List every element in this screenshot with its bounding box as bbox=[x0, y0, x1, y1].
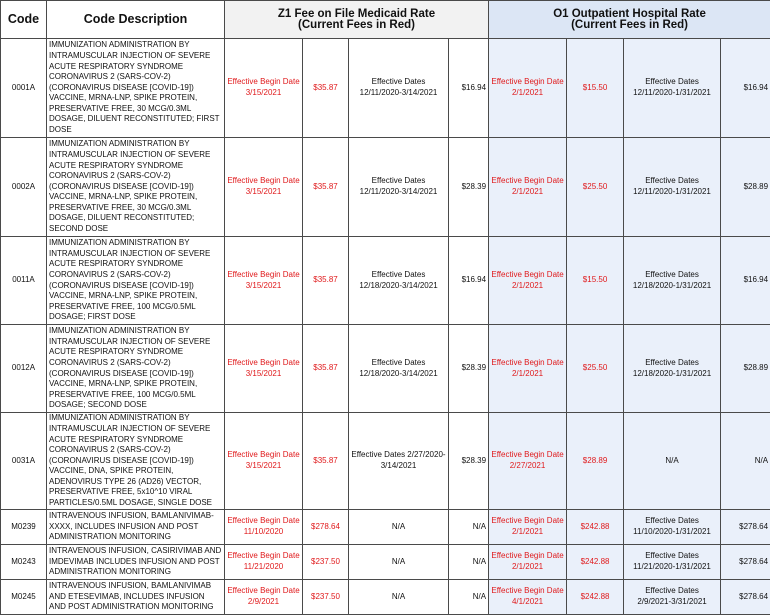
o1-prior-effective bbox=[624, 545, 721, 580]
z1-current-label: Effective Begin Date bbox=[227, 77, 300, 88]
o1-prior-effective bbox=[624, 580, 721, 615]
z1-current-fee: $278.64 bbox=[303, 510, 349, 545]
o1-current-effective bbox=[489, 545, 567, 580]
o1-current-effective bbox=[489, 39, 567, 138]
z1-current-effective bbox=[225, 138, 303, 237]
description-header: Code Description bbox=[47, 1, 225, 39]
code-description: INTRAVENOUS INFUSION, BAMLANIVIMAB-XXXX, INCLUDES INFUSION AND POST ADMINISTRATION MONITORING bbox=[47, 510, 225, 545]
z1-prior-effective bbox=[349, 138, 449, 237]
o1-prior-label: Effective Dates bbox=[626, 77, 718, 88]
o1-prior-effective bbox=[624, 237, 721, 325]
o1-prior-label: Effective Dates bbox=[626, 516, 718, 527]
procedure-code: 0031A bbox=[1, 413, 47, 510]
o1-current-label: Effective Begin Date bbox=[491, 586, 564, 597]
o1-current-date: 2/1/2021 bbox=[491, 562, 564, 573]
code-description: IMMUNIZATION ADMINISTRATION BY INTRAMUSCULAR INJECTION OF SEVERE ACUTE RESPIRATORY SYNDROME CORONAVIRUS 2 (SARS-COV-2) (CORONAVIRUS DISEASE [COVID-19]) VACCINE, MRNA-LNP, SPIKE PROTEIN, PRESERVATIVE FREE, 100 MCG/0.5ML DOSAGE; FIRST DOSE bbox=[47, 237, 225, 325]
o1-current-date: 2/27/2021 bbox=[491, 461, 564, 472]
z1-current-effective bbox=[225, 545, 303, 580]
o1-prior-fee: $16.94 bbox=[721, 237, 770, 325]
z1-current-effective bbox=[225, 510, 303, 545]
table-row bbox=[1, 580, 770, 615]
o1-current-date: 2/1/2021 bbox=[491, 88, 564, 99]
z1-current-fee: $35.87 bbox=[303, 325, 349, 413]
z1-current-fee: $237.50 bbox=[303, 545, 349, 580]
z1-prior-label: Effective Dates bbox=[351, 77, 446, 88]
z1-prior-fee: N/A bbox=[449, 545, 489, 580]
o1-prior-dates: 12/18/2020-1/31/2021 bbox=[626, 281, 718, 292]
o1-current-fee: $242.88 bbox=[567, 510, 624, 545]
z1-prior-fee: $28.39 bbox=[449, 325, 489, 413]
o1-current-fee: $25.50 bbox=[567, 138, 624, 237]
z1-prior-dates: 12/11/2020-3/14/2021 bbox=[351, 187, 446, 198]
z1-current-label: Effective Begin Date bbox=[227, 450, 300, 461]
o1-prior-effective bbox=[624, 510, 721, 545]
o1-prior-dates: 11/10/2020-1/31/2021 bbox=[626, 527, 718, 538]
z1-current-date: 3/15/2021 bbox=[227, 88, 300, 99]
o1-current-effective bbox=[489, 413, 567, 510]
code-description: INTRAVENOUS INFUSION, CASIRIVIMAB AND IMDEVIMAB INCLUDES INFUSION AND POST ADMINISTRATION MONITORING bbox=[47, 545, 225, 580]
table-row bbox=[1, 39, 770, 138]
z1-current-date: 3/15/2021 bbox=[227, 369, 300, 380]
o1-current-date: 2/1/2021 bbox=[491, 187, 564, 198]
table-row bbox=[1, 510, 770, 545]
code-header: Code bbox=[1, 1, 47, 39]
z1-current-effective bbox=[225, 413, 303, 510]
z1-current-effective bbox=[225, 39, 303, 138]
z1-prior-effective bbox=[349, 510, 449, 545]
o1-current-date: 2/1/2021 bbox=[491, 369, 564, 380]
z1-prior-dates: 12/11/2020-3/14/2021 bbox=[351, 88, 446, 99]
z1-current-date: 2/9/2021 bbox=[227, 597, 300, 608]
z1-prior-label: Effective Dates bbox=[351, 358, 446, 369]
o1-current-fee: $242.88 bbox=[567, 545, 624, 580]
o1-current-effective bbox=[489, 325, 567, 413]
z1-current-effective bbox=[225, 580, 303, 615]
z1-prior-fee: $16.94 bbox=[449, 237, 489, 325]
o1-current-fee: $242.88 bbox=[567, 580, 624, 615]
z1-current-label: Effective Begin Date bbox=[227, 270, 300, 281]
o1-prior-fee: $16.94 bbox=[721, 39, 770, 138]
o1-prior-effective bbox=[624, 413, 721, 510]
o1-current-label: Effective Begin Date bbox=[491, 516, 564, 527]
table-body bbox=[1, 39, 770, 615]
header-row bbox=[1, 1, 770, 39]
o1-prior-dates: N/A bbox=[626, 456, 718, 467]
o1-current-fee: $15.50 bbox=[567, 237, 624, 325]
procedure-code: 0002A bbox=[1, 138, 47, 237]
o1-prior-dates: 12/11/2020-1/31/2021 bbox=[626, 187, 718, 198]
z1-current-fee: $237.50 bbox=[303, 580, 349, 615]
z1-prior-label: Effective Dates bbox=[351, 176, 446, 187]
table-row bbox=[1, 545, 770, 580]
o1-prior-fee: $28.89 bbox=[721, 138, 770, 237]
z1-current-date: 3/15/2021 bbox=[227, 461, 300, 472]
o1-prior-fee: N/A bbox=[721, 413, 770, 510]
o1-prior-label: Effective Dates bbox=[626, 176, 718, 187]
procedure-code: M0243 bbox=[1, 545, 47, 580]
table-row bbox=[1, 325, 770, 413]
o1-prior-fee: $278.64 bbox=[721, 580, 770, 615]
z1-current-label: Effective Begin Date bbox=[227, 176, 300, 187]
o1-prior-fee: $28.89 bbox=[721, 325, 770, 413]
o1-current-label: Effective Begin Date bbox=[491, 551, 564, 562]
z1-current-label: Effective Begin Date bbox=[227, 586, 300, 597]
o1-current-effective bbox=[489, 580, 567, 615]
o1-current-label: Effective Begin Date bbox=[491, 358, 564, 369]
o1-current-label: Effective Begin Date bbox=[491, 176, 564, 187]
o1-prior-label: Effective Dates bbox=[626, 551, 718, 562]
z1-current-label: Effective Begin Date bbox=[227, 516, 300, 527]
o1-prior-fee: $278.64 bbox=[721, 545, 770, 580]
z1-prior-fee: N/A bbox=[449, 510, 489, 545]
o1-current-date: 2/1/2021 bbox=[491, 527, 564, 538]
z1-prior-fee: $28.39 bbox=[449, 413, 489, 510]
z1-prior-fee: $16.94 bbox=[449, 39, 489, 138]
z1-prior-dates: 12/18/2020-3/14/2021 bbox=[351, 281, 446, 292]
table-row bbox=[1, 237, 770, 325]
z1-current-effective bbox=[225, 237, 303, 325]
code-description: IMMUNIZATION ADMINISTRATION BY INTRAMUSCULAR INJECTION OF SEVERE ACUTE RESPIRATORY SYNDROME CORONAVIRUS 2 (SARS-COV-2) (CORONAVIRUS DISEASE [COVID-19]) VACCINE, MRNA-LNP, SPIKE PROTEIN, PRESERVATIVE FREE, 100 MCG/0.5ML DOSAGE; SECOND DOSE bbox=[47, 325, 225, 413]
o1-current-label: Effective Begin Date bbox=[491, 450, 564, 461]
z1-current-date: 3/15/2021 bbox=[227, 281, 300, 292]
z1-prior-label: Effective Dates bbox=[351, 270, 446, 281]
z1-current-fee: $35.87 bbox=[303, 237, 349, 325]
o1-prior-effective bbox=[624, 138, 721, 237]
o1-current-date: 4/1/2021 bbox=[491, 597, 564, 608]
z1-prior-dates: N/A bbox=[351, 557, 446, 568]
z1-prior-dates: 12/18/2020-3/14/2021 bbox=[351, 369, 446, 380]
z1-current-date: 11/21/2020 bbox=[227, 562, 300, 573]
o1-current-fee: $28.89 bbox=[567, 413, 624, 510]
table-row bbox=[1, 413, 770, 510]
o1-current-date: 2/1/2021 bbox=[491, 281, 564, 292]
o1-current-effective bbox=[489, 237, 567, 325]
z1-prior-effective bbox=[349, 325, 449, 413]
o1-current-effective bbox=[489, 138, 567, 237]
o1-prior-effective bbox=[624, 39, 721, 138]
o1-current-label: Effective Begin Date bbox=[491, 77, 564, 88]
z1-prior-effective bbox=[349, 39, 449, 138]
z1-current-date: 11/10/2020 bbox=[227, 527, 300, 538]
o1-prior-dates: 2/9/2021-3/31/2021 bbox=[626, 597, 718, 608]
z1-prior-effective bbox=[349, 580, 449, 615]
procedure-code: M0239 bbox=[1, 510, 47, 545]
procedure-code: 0012A bbox=[1, 325, 47, 413]
code-description: IMMUNIZATION ADMINISTRATION BY INTRAMUSCULAR INJECTION OF SEVERE ACUTE RESPIRATORY SYNDROME CORONAVIRUS 2 (SARS-COV-2) (CORONAVIRUS DISEASE [COVID-19]) VACCINE, MRNA-LNP, SPIKE PROTEIN, PRESERVATIVE FREE, 30 MCG/0.3ML DOSAGE, DILUENT RECONSTITUTED; SECOND DOSE bbox=[47, 138, 225, 237]
z1-prior-dates: N/A bbox=[351, 592, 446, 603]
z1-prior-dates: 3/14/2021 bbox=[351, 461, 446, 472]
z1-rate-header bbox=[225, 1, 489, 39]
z1-current-effective bbox=[225, 325, 303, 413]
o1-prior-fee: $278.64 bbox=[721, 510, 770, 545]
code-description: INTRAVENOUS INFUSION, BAMLANIVIMAB AND ETESEVIMAB, INCLUDES INFUSION AND POST ADMINISTRATION MONITORING bbox=[47, 580, 225, 615]
z1-prior-fee: N/A bbox=[449, 580, 489, 615]
code-description: IMMUNIZATION ADMINISTRATION BY INTRAMUSCULAR INJECTION OF SEVERE ACUTE RESPIRATORY SYNDROME CORONAVIRUS 2 (SARS-COV-2) (CORONAVIRUS DISEASE [COVID-19]) VACCINE, MRNA-LNP, SPIKE PROTEIN, PRESERVATIVE FREE, 30 MCG/0.3ML DOSAGE, DILUENT RECONSTITUTED; FIRST DOSE bbox=[47, 39, 225, 138]
o1-header-subtitle: (Current Fees in Red) bbox=[491, 20, 768, 31]
o1-current-effective bbox=[489, 510, 567, 545]
z1-current-fee: $35.87 bbox=[303, 413, 349, 510]
o1-rate-header bbox=[489, 1, 770, 39]
z1-prior-effective bbox=[349, 545, 449, 580]
table-row bbox=[1, 138, 770, 237]
o1-prior-dates: 12/11/2020-1/31/2021 bbox=[626, 88, 718, 99]
z1-prior-fee: $28.39 bbox=[449, 138, 489, 237]
o1-prior-dates: 11/21/2020-1/31/2021 bbox=[626, 562, 718, 573]
procedure-code: M0245 bbox=[1, 580, 47, 615]
procedure-code: 0001A bbox=[1, 39, 47, 138]
z1-prior-effective bbox=[349, 237, 449, 325]
z1-current-label: Effective Begin Date bbox=[227, 551, 300, 562]
o1-prior-label: Effective Dates bbox=[626, 358, 718, 369]
z1-prior-effective bbox=[349, 413, 449, 510]
z1-current-fee: $35.87 bbox=[303, 138, 349, 237]
z1-header-title: Z1 Fee on File Medicaid Rate bbox=[227, 9, 486, 20]
z1-current-fee: $35.87 bbox=[303, 39, 349, 138]
z1-header-subtitle: (Current Fees in Red) bbox=[227, 20, 486, 31]
o1-current-fee: $25.50 bbox=[567, 325, 624, 413]
o1-prior-label: Effective Dates bbox=[626, 270, 718, 281]
code-description: IMMUNIZATION ADMINISTRATION BY INTRAMUSCULAR INJECTION OF SEVERE ACUTE RESPIRATORY SYNDROME CORONAVIRUS 2 (SARS-COV-2) (CORONAVIRUS DISEASE [COVID-19]) VACCINE, DNA, SPIKE PROTEIN, ADENOVIRUS TYPE 26 (AD26) VECTOR, PRESERVATIVE FREE, 5x10^10 VIRAL PARTICLES/0.5ML DOSAGE, SINGLE DOSE bbox=[47, 413, 225, 510]
o1-prior-effective bbox=[624, 325, 721, 413]
o1-prior-dates: 12/18/2020-1/31/2021 bbox=[626, 369, 718, 380]
z1-prior-label: Effective Dates 2/27/2020- bbox=[351, 450, 446, 461]
procedure-code: 0011A bbox=[1, 237, 47, 325]
z1-prior-dates: N/A bbox=[351, 522, 446, 533]
o1-prior-label: Effective Dates bbox=[626, 586, 718, 597]
z1-current-label: Effective Begin Date bbox=[227, 358, 300, 369]
o1-current-fee: $15.50 bbox=[567, 39, 624, 138]
o1-header-title: O1 Outpatient Hospital Rate bbox=[491, 9, 768, 20]
o1-current-label: Effective Begin Date bbox=[491, 270, 564, 281]
z1-current-date: 3/15/2021 bbox=[227, 187, 300, 198]
